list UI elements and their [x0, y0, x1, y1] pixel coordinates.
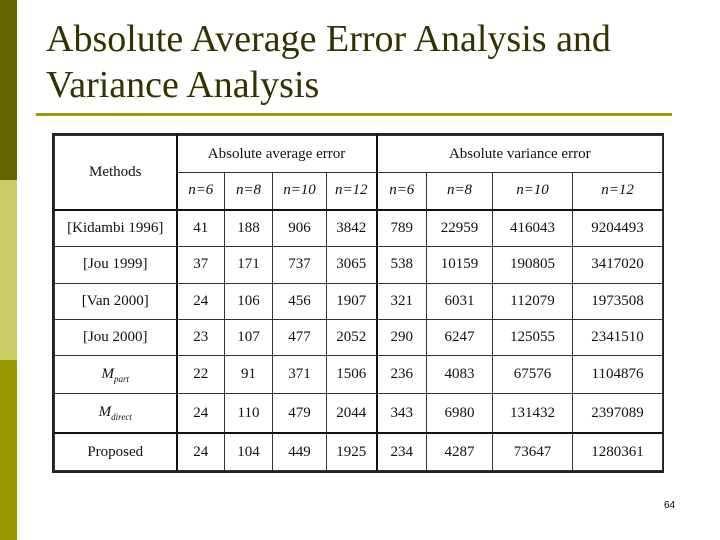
value-cell: 906 — [273, 210, 327, 247]
value-cell: 23 — [177, 319, 225, 355]
value-cell: 236 — [377, 356, 427, 394]
title-underline — [36, 113, 672, 116]
col-header-var-n12: n=12 — [573, 173, 663, 210]
value-cell: 37 — [177, 247, 225, 283]
table-row — [55, 210, 663, 247]
value-cell: 6980 — [427, 394, 493, 433]
value-cell: 41 — [177, 210, 225, 247]
value-cell: 91 — [225, 356, 273, 394]
table-row — [55, 247, 663, 283]
table-row — [55, 283, 663, 319]
value-cell: 67576 — [493, 356, 573, 394]
table-row — [55, 319, 663, 355]
value-cell: 110 — [225, 394, 273, 433]
method-cell: [Van 2000] — [55, 283, 177, 319]
page-number: 64 — [664, 500, 676, 511]
value-cell: 456 — [273, 283, 327, 319]
value-cell: 24 — [177, 394, 225, 433]
value-cell: 4287 — [427, 433, 493, 470]
value-cell: 3842 — [327, 210, 377, 247]
value-cell: 1907 — [327, 283, 377, 319]
value-cell: 24 — [177, 283, 225, 319]
value-cell: 6031 — [427, 283, 493, 319]
col-header-avg-n6: n=6 — [177, 173, 225, 210]
value-cell: 112079 — [493, 283, 573, 319]
col-header-var-n10: n=10 — [493, 173, 573, 210]
value-cell: 449 — [273, 433, 327, 470]
value-cell: 10159 — [427, 247, 493, 283]
col-header-var-n6: n=6 — [377, 173, 427, 210]
value-cell: 2341510 — [573, 319, 663, 355]
method-cell-proposed: Proposed — [55, 433, 177, 470]
table-row — [55, 394, 663, 433]
value-cell: 479 — [273, 394, 327, 433]
value-cell: 4083 — [427, 356, 493, 394]
value-cell: 416043 — [493, 210, 573, 247]
slide-title-line-1: Absolute Average Error Analysis and — [46, 18, 611, 60]
value-cell: 2397089 — [573, 394, 663, 433]
value-cell: 1506 — [327, 356, 377, 394]
slide-title-line-2: Variance Analysis — [46, 64, 320, 106]
left-accent-bar-middle — [0, 180, 17, 360]
value-cell: 106 — [225, 283, 273, 319]
methods-header: Methods — [55, 136, 177, 210]
value-cell: 321 — [377, 283, 427, 319]
results-table-grid — [54, 135, 663, 471]
value-cell: 290 — [377, 319, 427, 355]
value-cell: 131432 — [493, 394, 573, 433]
variance-error-group-header: Absolute variance error — [377, 136, 663, 173]
value-cell: 73647 — [493, 433, 573, 470]
value-cell: 737 — [273, 247, 327, 283]
value-cell: 371 — [273, 356, 327, 394]
value-cell: 1925 — [327, 433, 377, 470]
table-row — [55, 356, 663, 394]
method-cell: [Jou 1999] — [55, 247, 177, 283]
value-cell: 107 — [225, 319, 273, 355]
value-cell: 2044 — [327, 394, 377, 433]
value-cell: 125055 — [493, 319, 573, 355]
value-cell: 1280361 — [573, 433, 663, 470]
col-header-avg-n12: n=12 — [327, 173, 377, 210]
left-accent-bar-bottom — [0, 360, 17, 540]
method-cell: [Kidambi 1996] — [55, 210, 177, 247]
value-cell: 234 — [377, 433, 427, 470]
value-cell: 1973508 — [573, 283, 663, 319]
col-header-avg-n10: n=10 — [273, 173, 327, 210]
value-cell: 9204493 — [573, 210, 663, 247]
value-cell: 22959 — [427, 210, 493, 247]
value-cell: 343 — [377, 394, 427, 433]
value-cell: 3417020 — [573, 247, 663, 283]
value-cell: 24 — [177, 433, 225, 470]
avg-error-group-header: Absolute average error — [177, 136, 377, 173]
col-header-avg-n8: n=8 — [225, 173, 273, 210]
left-accent-bar-top — [0, 0, 17, 180]
value-cell: 22 — [177, 356, 225, 394]
value-cell: 190805 — [493, 247, 573, 283]
value-cell: 789 — [377, 210, 427, 247]
value-cell: 188 — [225, 210, 273, 247]
col-header-var-n8: n=8 — [427, 173, 493, 210]
value-cell: 171 — [225, 247, 273, 283]
value-cell: 3065 — [327, 247, 377, 283]
value-cell: 477 — [273, 319, 327, 355]
results-table — [52, 133, 664, 473]
table-row-proposed — [55, 433, 663, 470]
method-cell: [Jou 2000] — [55, 319, 177, 355]
value-cell: 538 — [377, 247, 427, 283]
slide-title — [46, 16, 686, 108]
method-cell-m-direct: $M_{direct}$ — [55, 394, 177, 433]
value-cell: 2052 — [327, 319, 377, 355]
value-cell: 1104876 — [573, 356, 663, 394]
method-cell-m-part: $M_{part}$ — [55, 356, 177, 394]
value-cell: 6247 — [427, 319, 493, 355]
value-cell: 104 — [225, 433, 273, 470]
